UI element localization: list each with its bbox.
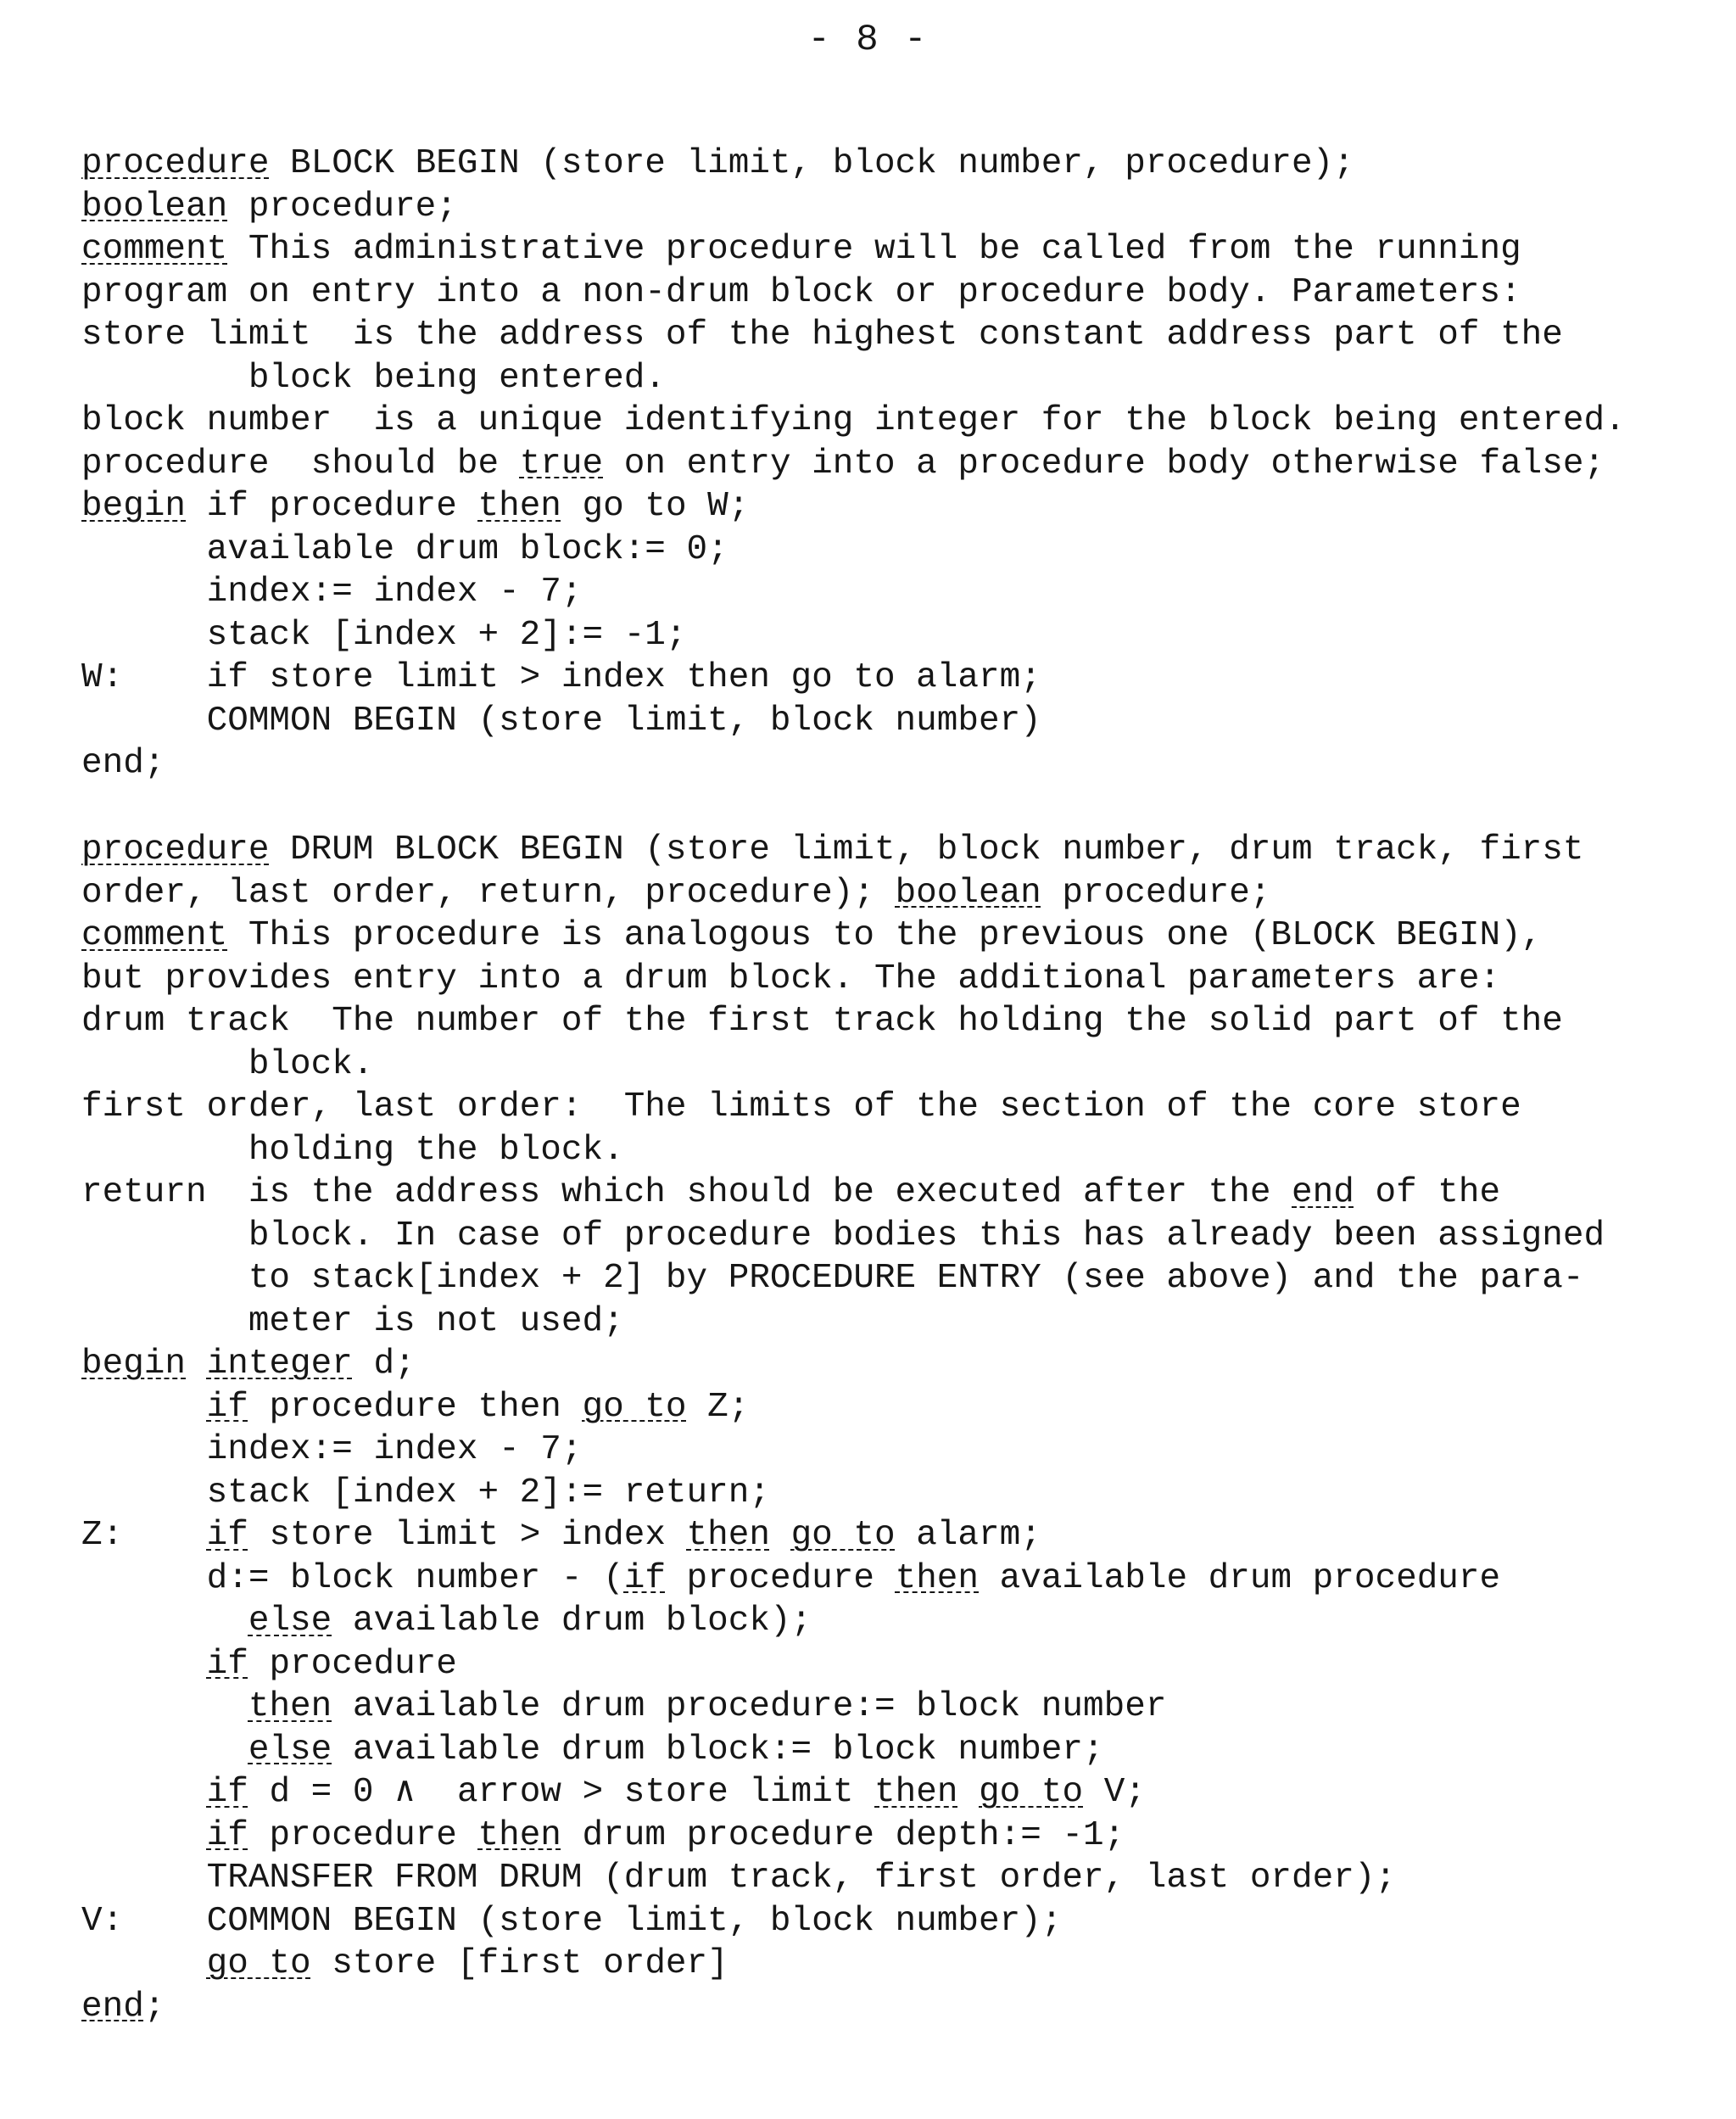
code-line — [81, 1129, 1701, 1172]
code-text: block being entered. — [81, 358, 666, 398]
code-text: V: COMMON BEGIN (store limit, block number); — [81, 1901, 1063, 1941]
code-text: TRANSFER FROM DRUM (drum track, first order, last order); — [81, 1859, 1397, 1898]
code-line — [81, 1643, 1701, 1686]
code-text: procedure — [248, 1815, 478, 1855]
code-text: V; — [1083, 1773, 1146, 1812]
code-line — [81, 443, 1701, 486]
code-text: index:= index - 7; — [81, 573, 583, 612]
keyword: procedure — [81, 144, 270, 183]
keyword: begin — [81, 1345, 187, 1384]
code-text: COMMON BEGIN (store limit, block number) — [81, 701, 1041, 741]
keyword: integer — [206, 1345, 353, 1384]
code-line — [81, 1000, 1701, 1043]
code-line — [81, 1729, 1701, 1772]
code-text: holding the block. — [81, 1130, 624, 1170]
code-line — [81, 1600, 1701, 1643]
code-text: on entry into a procedure body otherwise false; — [603, 444, 1605, 484]
code-line — [81, 657, 1701, 700]
code-text: d; — [352, 1345, 416, 1384]
code-text: if procedure — [186, 487, 478, 526]
code-text: available drum procedure — [979, 1558, 1501, 1598]
code-line — [81, 143, 1701, 186]
keyword: go to — [979, 1773, 1084, 1812]
code-text — [957, 1773, 979, 1812]
code-line — [81, 528, 1701, 572]
keyword: if — [206, 1815, 248, 1855]
code-line — [81, 1343, 1701, 1386]
keyword: then — [874, 1773, 958, 1812]
code-text: drum track The number of the first track holding the solid part of the — [81, 1002, 1563, 1041]
code-text — [81, 1388, 207, 1427]
code-text: ; — [143, 1987, 165, 2027]
code-line — [81, 1686, 1701, 1729]
code-line — [81, 314, 1701, 357]
code-text: block number is a unique identifying integer for the block being entered. — [81, 401, 1626, 440]
code-line — [81, 1514, 1701, 1557]
code-text: procedure; — [1041, 873, 1271, 913]
keyword: go to — [790, 1516, 896, 1555]
code-line — [81, 1300, 1701, 1344]
code-line — [81, 1429, 1701, 1472]
keyword: end — [1292, 1173, 1354, 1212]
code-text: available drum block); — [332, 1602, 812, 1641]
code-text: procedure — [248, 1644, 457, 1684]
drum-block-begin-procedure — [81, 829, 1701, 2028]
code-text: stack [index + 2]:= -1; — [81, 615, 687, 655]
code-text: end; — [81, 744, 165, 783]
code-text: but provides entry into a drum block. The additional parameters are: — [81, 959, 1501, 998]
code-line — [81, 1557, 1701, 1601]
code-line — [81, 271, 1701, 315]
code-text: available drum block:= 0; — [81, 529, 728, 569]
code-line — [81, 1986, 1701, 2029]
code-line — [81, 914, 1701, 958]
keyword: else — [248, 1602, 332, 1641]
code-text: store limit > index — [248, 1516, 687, 1555]
code-text: stack [index + 2]:= return; — [81, 1473, 770, 1512]
code-text: to stack[index + 2] by PROCEDURE ENTRY (see above) and the para- — [81, 1259, 1584, 1298]
code-text — [770, 1516, 791, 1555]
code-line — [81, 228, 1701, 271]
code-text: DRUM BLOCK BEGIN (store limit, block number, drum track, first — [269, 830, 1584, 869]
code-line — [81, 1857, 1701, 1900]
code-text: index:= index - 7; — [81, 1430, 583, 1469]
code-line — [81, 1771, 1701, 1814]
code-text: go to W; — [561, 487, 750, 526]
code-line — [81, 186, 1701, 229]
code-line — [81, 1171, 1701, 1215]
code-text: available drum procedure:= block number — [332, 1687, 1167, 1726]
code-text: procedure then — [248, 1387, 583, 1427]
code-text — [81, 1730, 248, 1770]
code-text: first order, last order: The limits of the section of the core store — [81, 1087, 1521, 1127]
code-text: BLOCK BEGIN (store limit, block number, procedure); — [269, 144, 1354, 183]
keyword: begin — [81, 487, 187, 526]
keyword: comment — [81, 916, 228, 955]
keyword: comment — [81, 230, 228, 269]
code-text — [81, 1602, 248, 1641]
keyword: if — [206, 1644, 248, 1684]
keyword: boolean — [895, 873, 1041, 913]
code-text: drum procedure depth:= -1; — [561, 1815, 1125, 1855]
keyword: go to — [206, 1944, 311, 1983]
code-text: return is the address which should be executed after the — [81, 1173, 1292, 1212]
code-line — [81, 700, 1701, 743]
code-text: block. In case of procedure bodies this has already been assigned — [81, 1216, 1605, 1255]
code-line — [81, 614, 1701, 657]
code-text: block. — [81, 1044, 374, 1084]
keyword: then — [686, 1516, 770, 1555]
code-text: d = 0 ∧ arrow > store limit — [248, 1773, 875, 1812]
keyword: go to — [582, 1387, 687, 1427]
code-text: procedure; — [227, 187, 457, 226]
keyword: if — [623, 1558, 666, 1598]
code-text — [81, 1944, 207, 1983]
code-text: This procedure is analogous to the previous one (BLOCK BEGIN), — [227, 916, 1543, 955]
code-line — [81, 357, 1701, 400]
code-text: This administrative procedure will be called from the running — [227, 230, 1521, 269]
keyword: true — [519, 444, 604, 484]
keyword: end — [81, 1987, 144, 2027]
code-line — [81, 1215, 1701, 1258]
keyword: then — [895, 1558, 980, 1598]
code-line — [81, 1943, 1701, 1986]
keyword: else — [248, 1730, 332, 1770]
code-text: store [first order] — [310, 1944, 728, 1983]
code-text: Z; — [686, 1387, 750, 1427]
code-text: meter is not used; — [81, 1301, 624, 1341]
code-text: available drum block:= block number; — [332, 1730, 1104, 1770]
keyword: if — [206, 1387, 248, 1427]
code-text: d:= block number - ( — [81, 1558, 624, 1598]
code-text — [81, 1645, 207, 1684]
code-text — [81, 1816, 207, 1855]
code-line — [81, 571, 1701, 614]
page-number: - 8 - — [807, 19, 929, 61]
code-line — [81, 1043, 1701, 1087]
block-begin-procedure — [81, 143, 1701, 786]
code-line — [81, 1257, 1701, 1300]
code-line — [81, 958, 1701, 1001]
keyword: then — [248, 1687, 332, 1726]
code-line — [81, 1472, 1701, 1515]
keyword: then — [477, 487, 561, 526]
keyword: then — [477, 1815, 561, 1855]
code-text: alarm; — [895, 1516, 1041, 1555]
code-line — [81, 1386, 1701, 1429]
code-line — [81, 742, 1701, 786]
code-line — [81, 400, 1701, 443]
code-text: procedure should be — [81, 444, 520, 484]
code-text — [186, 1345, 207, 1384]
code-text: store limit is the address of the highest constant address part of the — [81, 316, 1563, 355]
code-line — [81, 1900, 1701, 1943]
code-line — [81, 1086, 1701, 1129]
code-text: program on entry into a non-drum block or procedure body. Parameters: — [81, 272, 1521, 312]
code-text — [81, 1773, 207, 1812]
code-line — [81, 485, 1701, 528]
code-text: Z: — [81, 1516, 207, 1555]
code-text: procedure — [665, 1558, 896, 1598]
keyword: if — [206, 1773, 248, 1812]
keyword: if — [206, 1516, 248, 1555]
code-text: order, last order, return, procedure); — [81, 873, 896, 913]
code-text: of the — [1354, 1173, 1501, 1212]
code-line — [81, 872, 1701, 915]
code-line — [81, 829, 1701, 872]
code-line — [81, 1814, 1701, 1858]
code-text — [81, 1687, 248, 1726]
keyword: boolean — [81, 187, 228, 226]
keyword: procedure — [81, 830, 270, 869]
code-text: W: if store limit > index then go to alarm; — [81, 658, 1041, 697]
